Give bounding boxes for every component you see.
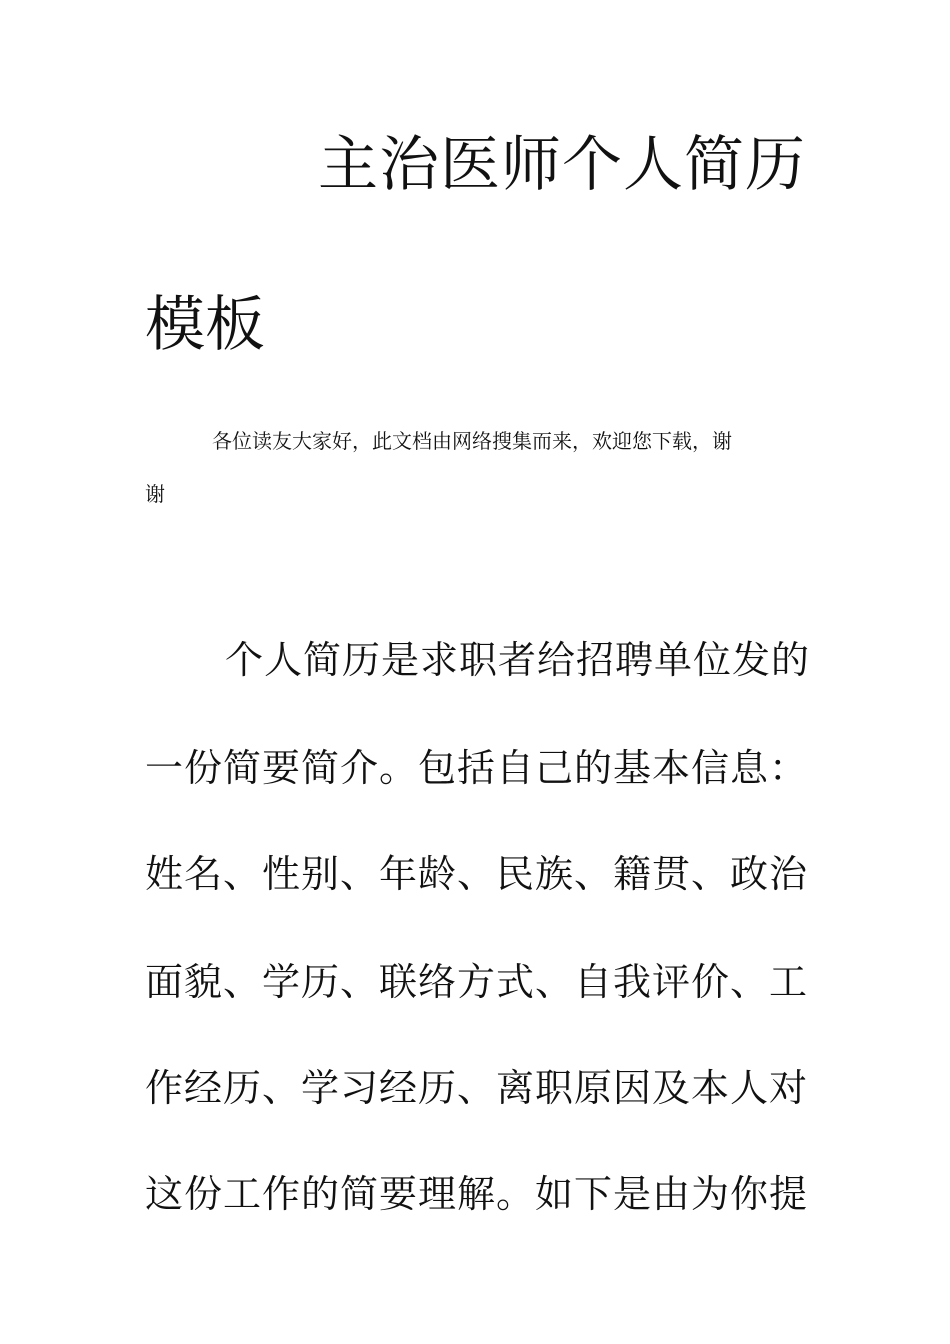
body-line-2: 一份简要简介。包括自己的基本信息： xyxy=(145,746,809,790)
body-line-6: 这份工作的简要理解。如下是由为你提 xyxy=(145,1172,809,1216)
download-note-line-2: 谢 xyxy=(145,482,165,506)
title-line-2: 模板 xyxy=(145,290,265,360)
body-line-4: 面貌、学历、联络方式、自我评价、工 xyxy=(145,960,809,1004)
download-note-line-1: 各位读友大家好，此文档由网络搜集而来，欢迎您下载，谢 xyxy=(212,429,732,453)
body-line-5: 作经历、学习经历、离职原因及本人对 xyxy=(145,1066,809,1110)
body-line-1: 个人简历是求职者给招聘单位发的 xyxy=(225,638,811,682)
body-line-3: 姓名、性别、年龄、民族、籍贯、政治 xyxy=(145,852,809,896)
title-line-1: 主治医师个人简历 xyxy=(318,130,806,200)
